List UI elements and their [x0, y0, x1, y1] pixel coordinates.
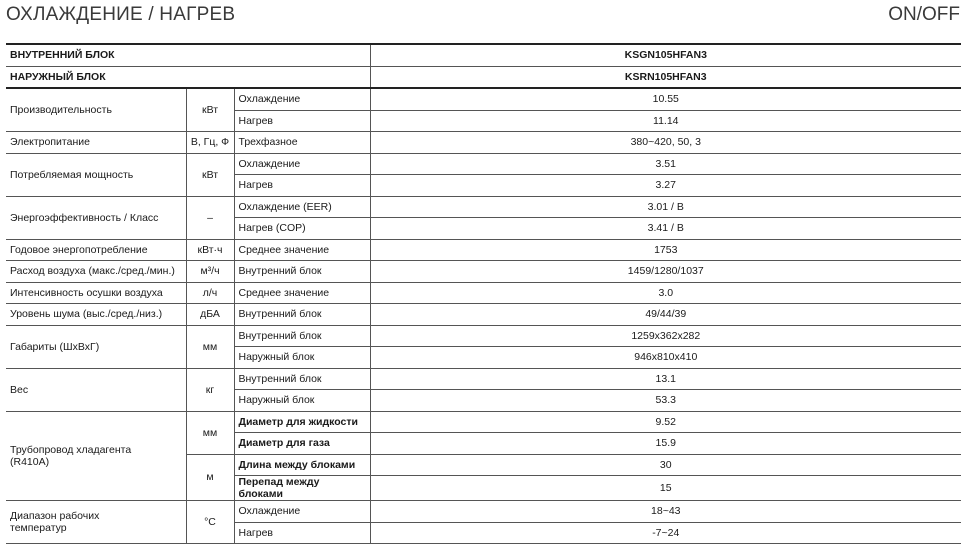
subparam: Трехфазное: [234, 132, 370, 154]
param-unit: °C: [186, 501, 234, 544]
param-name: Потребляемая мощность: [6, 153, 186, 196]
page-title: ОХЛАЖДЕНИЕ / НАГРЕВ: [6, 4, 236, 25]
param-unit: кВт: [186, 153, 234, 196]
spec-table: [6, 43, 961, 544]
param-name: Годовое энергопотребление: [6, 239, 186, 261]
value: 3.0: [370, 282, 961, 304]
value: 53.3: [370, 390, 961, 412]
param-unit: В, Гц, Ф: [186, 132, 234, 154]
header-row-indoor: [6, 44, 961, 66]
param-name-line2: температур: [10, 522, 67, 534]
value: 3.51: [370, 153, 961, 175]
subparam: Охлаждение: [234, 88, 370, 110]
subparam: Среднее значение: [234, 282, 370, 304]
param-unit: л/ч: [186, 282, 234, 304]
value: 1753: [370, 239, 961, 261]
header-row-outdoor: [6, 66, 961, 88]
mode-label: ON/OFF: [888, 4, 960, 25]
subparam: Нагрев: [234, 522, 370, 544]
table-row: [6, 282, 961, 304]
subparam: Диаметр для жидкости: [234, 411, 370, 433]
value: 15: [370, 476, 961, 501]
value: 15.9: [370, 433, 961, 455]
subparam: Охлаждение (EER): [234, 196, 370, 218]
value: 13.1: [370, 368, 961, 390]
value: 3.27: [370, 175, 961, 197]
subparam: Наружный блок: [234, 347, 370, 369]
param-unit: –: [186, 196, 234, 239]
param-unit: кВт·ч: [186, 239, 234, 261]
value: 3.01 / B: [370, 196, 961, 218]
param-unit: дБА: [186, 304, 234, 326]
table-row: [6, 261, 961, 283]
table-row: [6, 88, 961, 110]
param-name: [6, 501, 186, 544]
table-row: [6, 325, 961, 347]
param-name: Вес: [6, 368, 186, 411]
table-row: [6, 153, 961, 175]
table-row: [6, 368, 961, 390]
value: 1459/1280/1037: [370, 261, 961, 283]
subparam: Наружный блок: [234, 390, 370, 412]
table-row: [6, 239, 961, 261]
param-name: Электропитание: [6, 132, 186, 154]
value: 946x810x410: [370, 347, 961, 369]
subparam: Диаметр для газа: [234, 433, 370, 455]
param-name: Расход воздуха (макс./сред./мин.): [6, 261, 186, 283]
indoor-label: ВНУТРЕННИЙ БЛОК: [6, 44, 370, 66]
subparam: Внутренний блок: [234, 304, 370, 326]
subparam: Внутренний блок: [234, 261, 370, 283]
param-unit: м: [186, 454, 234, 501]
param-unit: мм: [186, 411, 234, 454]
indoor-model: KSGN105HFAN3: [370, 44, 961, 66]
subparam: Перепад между блоками: [234, 476, 370, 501]
outdoor-model: KSRN105HFAN3: [370, 66, 961, 88]
table-row: [6, 411, 961, 433]
value: 30: [370, 454, 961, 476]
param-name-line1: Трубопровод хладагента: [10, 443, 132, 456]
param-name: Энергоэффективность / Класс: [6, 196, 186, 239]
param-name: Габариты (ШхВхГ): [6, 325, 186, 368]
value: -7~24: [370, 522, 961, 544]
subparam: Нагрев (COP): [234, 218, 370, 240]
table-row: [6, 501, 961, 523]
subparam: Среднее значение: [234, 239, 370, 261]
value: 18~43: [370, 501, 961, 523]
param-name: Производительность: [6, 88, 186, 132]
subparam: Охлаждение: [234, 501, 370, 523]
param-name: [6, 411, 186, 501]
table-row: [6, 132, 961, 154]
table-row: [6, 196, 961, 218]
param-unit: мм: [186, 325, 234, 368]
subparam: Нагрев: [234, 110, 370, 132]
param-unit: кВт: [186, 88, 234, 132]
value: 1259x362x282: [370, 325, 961, 347]
subparam: Охлаждение: [234, 153, 370, 175]
subparam: Нагрев: [234, 175, 370, 197]
subparam: Внутренний блок: [234, 325, 370, 347]
param-unit: кг: [186, 368, 234, 411]
param-name: Интенсивность осушки воздуха: [6, 282, 186, 304]
subparam: Длина между блоками: [234, 454, 370, 476]
outdoor-label: НАРУЖНЫЙ БЛОК: [6, 66, 370, 88]
param-name-line1: Диапазон рабочих: [10, 510, 100, 522]
param-name-line2: (R410A): [10, 455, 50, 468]
value: 380~420, 50, 3: [370, 132, 961, 154]
value: 11.14: [370, 110, 961, 132]
value: 9.52: [370, 411, 961, 433]
param-unit: м³/ч: [186, 261, 234, 283]
value: 10.55: [370, 88, 961, 110]
subparam: Внутренний блок: [234, 368, 370, 390]
table-row: [6, 304, 961, 326]
value: 3.41 / B: [370, 218, 961, 240]
param-name: Уровень шума (выс./сред./низ.): [6, 304, 186, 326]
value: 49/44/39: [370, 304, 961, 326]
